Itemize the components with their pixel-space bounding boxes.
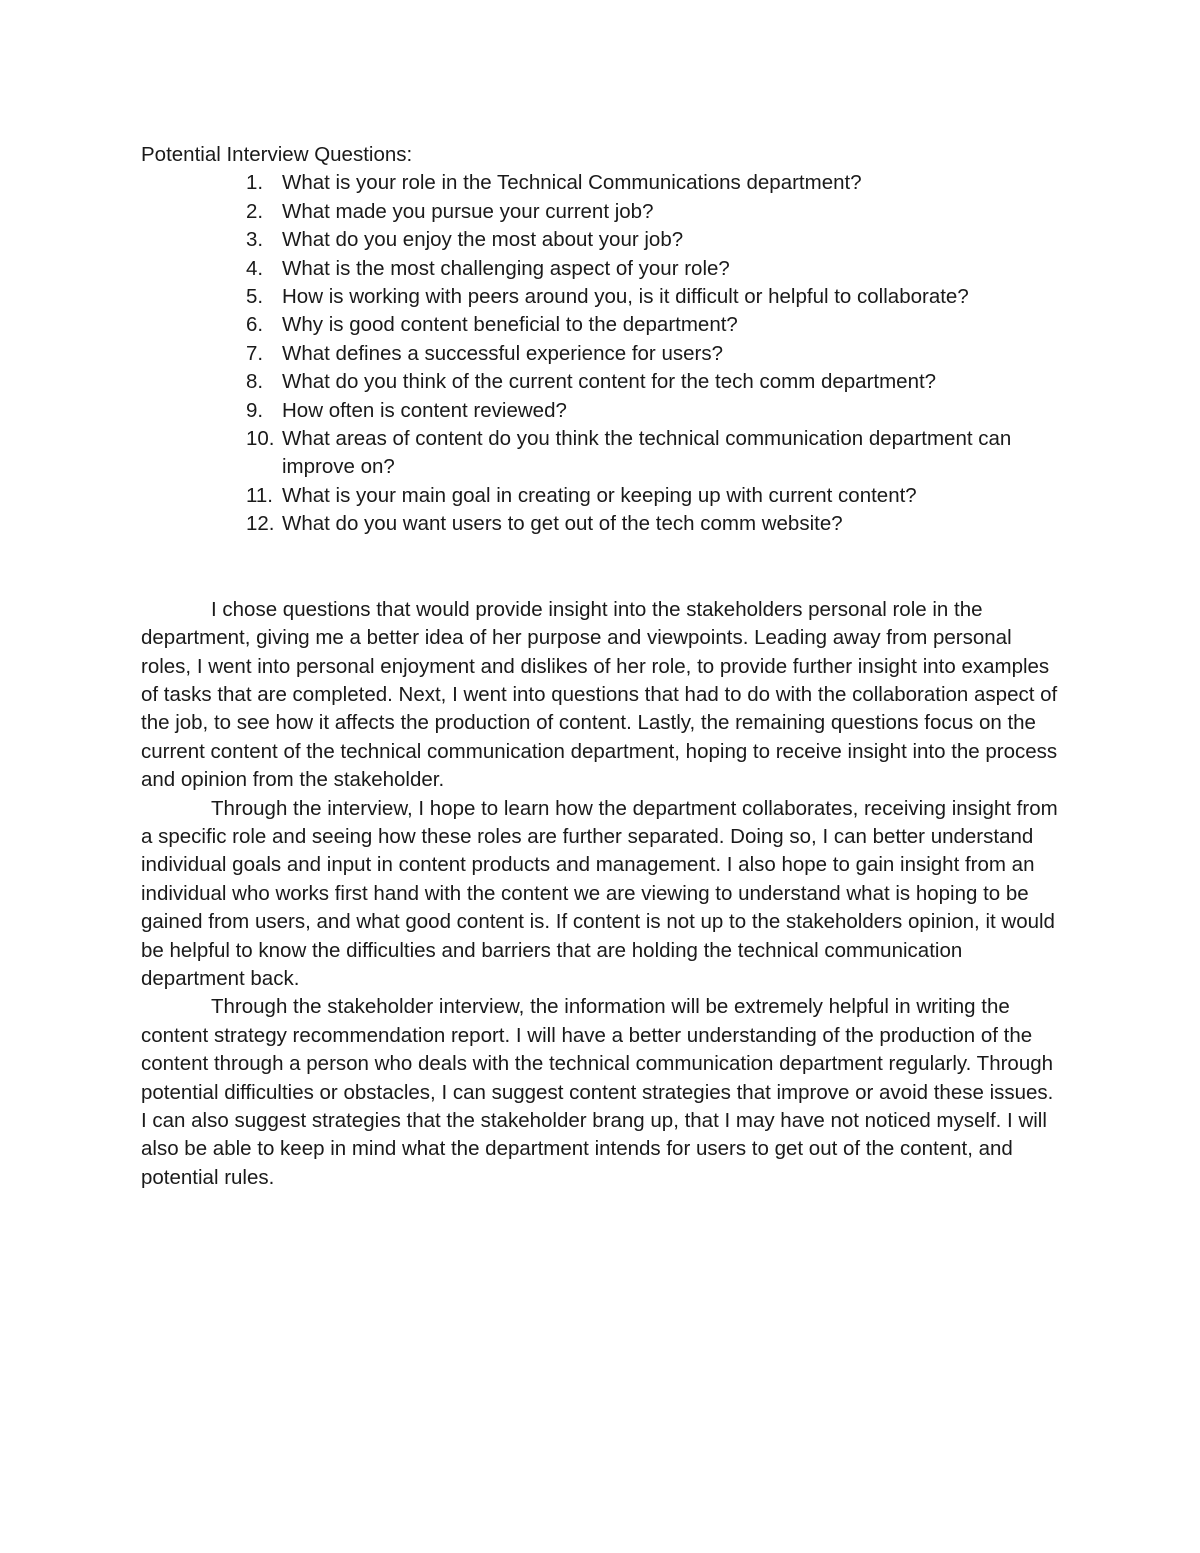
question-item: [141, 368, 1061, 396]
question-number: 2.: [246, 199, 264, 223]
question-text: Why is good content beneficial to the department?: [282, 313, 738, 337]
question-text: How often is content reviewed?: [282, 398, 567, 422]
question-number: 4.: [246, 256, 264, 280]
question-item: [141, 198, 1061, 226]
question-number: 12.: [246, 512, 275, 536]
question-text: What is your main goal in creating or keeping up with current content?: [282, 483, 917, 507]
question-text: What do you enjoy the most about your job?: [282, 228, 684, 252]
question-item: [141, 397, 1061, 425]
question-number: 6.: [246, 313, 264, 337]
question-text: What made you pursue your current job?: [282, 199, 654, 223]
question-item: [141, 482, 1061, 510]
question-number: 10.: [246, 427, 275, 451]
question-text: What areas of content do you think the technical communication department can improve on?: [282, 427, 1012, 479]
question-number: 3.: [246, 228, 264, 252]
question-item: [141, 226, 1061, 254]
question-item: [141, 340, 1061, 368]
question-number: 5.: [246, 285, 264, 309]
question-item: [141, 283, 1061, 311]
question-text: How is working with peers around you, is it difficult or helpful to collaborate?: [282, 285, 969, 309]
essay-paragraph: I chose questions that would provide insight into the stakeholders personal role in the department, giving me a better idea of her purpose and viewpoints. Leading away from personal roles, I went into personal enjoyment and dislikes of her role, to provide further insight into examples of tasks that are completed. Next, I went into questions that had to do with the collaboration aspect of the job, to see how it affects the production of content. Lastly, the remaining questions focus on the current content of the technical communication department, hoping to receive insight into the process and opinion from the stakeholder.: [141, 597, 1058, 792]
question-text: What do you want users to get out of the tech comm website?: [282, 512, 843, 536]
essay-section: [141, 596, 1061, 1193]
question-text: What defines a successful experience for users?: [282, 341, 723, 365]
questions-heading: Potential Interview Questions:: [141, 143, 413, 166]
question-number: 1.: [246, 171, 264, 195]
question-item: [141, 510, 1061, 538]
question-number: 9.: [246, 398, 264, 422]
question-number: 8.: [246, 370, 264, 394]
question-text: What is your role in the Technical Communications department?: [282, 171, 862, 195]
question-text: What do you think of the current content for the tech comm department?: [282, 370, 937, 394]
question-item: [141, 311, 1061, 339]
essay-paragraph: Through the interview, I hope to learn how the department collaborates, receiving insight from a specific role and seeing how these roles are further separated. Doing so, I can better understand individual goals and input in content products and management. I also hope to gain insight from an individual who works first hand with the content we are viewing to understand what is hoping to be gained from users, and what good content is. If content is not up to the stakeholders opinion, it would be helpful to know the difficulties and barriers that are holding the technical communication department back.: [141, 796, 1058, 990]
question-text: What is the most challenging aspect of your role?: [282, 256, 730, 280]
question-item: [141, 425, 1061, 482]
questions-list: [141, 169, 1061, 538]
question-number: 11.: [246, 483, 273, 507]
question-number: 7.: [246, 341, 264, 365]
question-item: [141, 169, 1061, 197]
question-item: [141, 255, 1061, 283]
document-body: [141, 141, 1061, 1192]
essay-paragraph: Through the stakeholder interview, the information will be extremely helpful in writing the content strategy recommendation report. I will have a better understanding of the production of the content through a person who deals with the technical communication department regularly. Through potential difficulties or obstacles, I can suggest content strategies that improve or avoid these issues. I can also suggest strategies that the stakeholder brang up, that I may have not noticed myself. I will also be able to keep in mind what the department intends for users to get out of the content, and potential rules.: [141, 995, 1054, 1189]
